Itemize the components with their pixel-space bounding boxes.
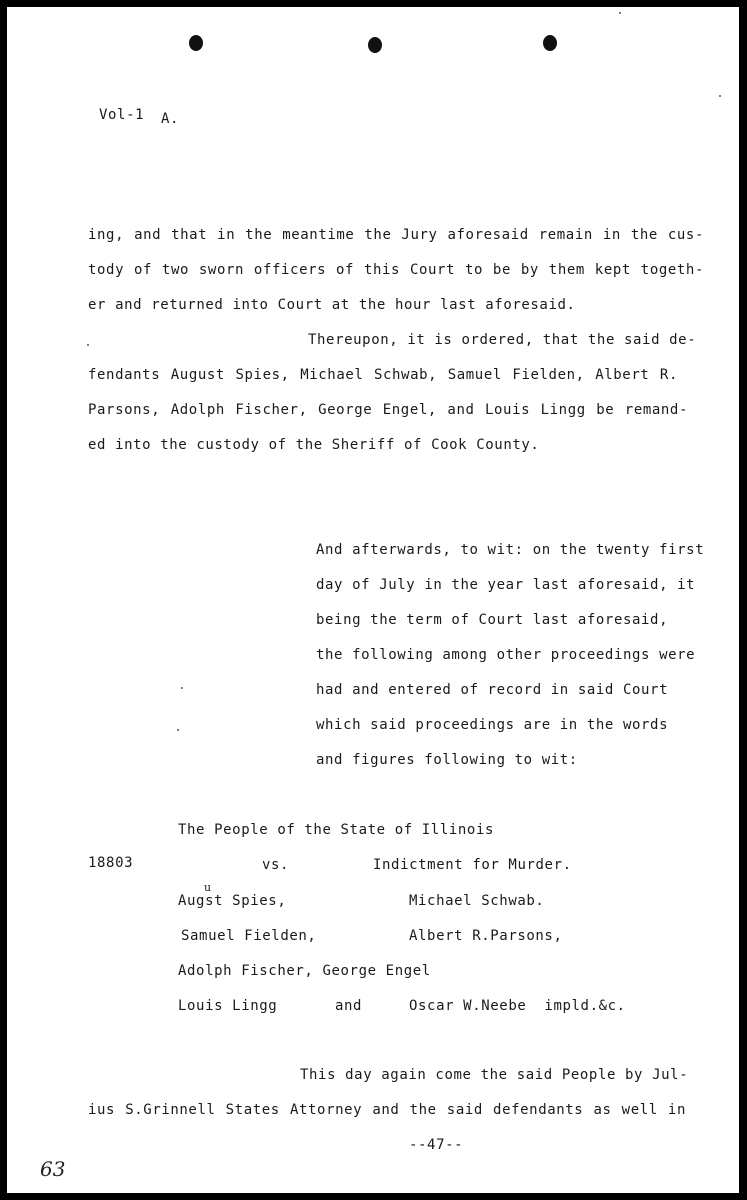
case-title: The People of the State of Illinois: [178, 822, 495, 838]
text-line: which said proceedings are in the words: [316, 717, 669, 733]
punch-hole-center: [368, 37, 382, 53]
versus-label: vs.: [262, 857, 290, 873]
volume-letter: A.: [161, 111, 180, 127]
punch-hole-right: [543, 35, 557, 51]
scan-speck: [181, 687, 183, 689]
text-line: had and entered of record in said Court: [316, 682, 669, 698]
case-number: 18803: [88, 855, 134, 871]
text-line: Thereupon, it is ordered, that the said de-: [308, 332, 697, 348]
page-number: --47--: [409, 1137, 464, 1153]
defendant-spies: Augst Spies,: [178, 893, 287, 909]
text-line: the following among other proceedings were: [316, 647, 696, 663]
text-line: ed into the custody of the Sheriff of Cook County.: [88, 437, 540, 453]
text-line: er and returned into Court at the hour last aforesaid.: [88, 297, 576, 313]
volume-reference: Vol-1: [99, 107, 145, 123]
defendant-neebe: Oscar W.Neebe impld.&c.: [409, 998, 626, 1014]
defendants-fischer-engel: Adolph Fischer, George Engel: [178, 963, 431, 979]
punch-hole-left: [189, 35, 203, 51]
text-line: ius S.Grinnell States Attorney and the said defendants as well in: [88, 1102, 686, 1118]
text-line: fendants August Spies, Michael Schwab, Samuel Fielden, Albert R.: [88, 367, 678, 383]
defendant-fielden: Samuel Fielden,: [181, 928, 317, 944]
text-line: tody of two sworn officers of this Court to be by them kept togeth-: [88, 262, 704, 278]
text-line: This day again come the said People by Jul-: [300, 1067, 689, 1083]
text-line: and figures following to wit:: [316, 752, 578, 768]
scan-speck: [619, 12, 621, 14]
defendant-parsons: Albert R.Parsons,: [409, 928, 563, 944]
charge-label: Indictment for Murder.: [373, 857, 572, 873]
handwritten-correction: u: [204, 881, 212, 894]
scan-speck: [177, 729, 179, 731]
defendant-lingg: Louis Lingg: [178, 998, 278, 1014]
and-label: and: [335, 998, 363, 1014]
text-line: day of July in the year last aforesaid, it: [316, 577, 696, 593]
scan-speck: [87, 344, 89, 346]
text-line: Parsons, Adolph Fischer, George Engel, and Louis Lingg be remand-: [88, 402, 688, 418]
text-line: And afterwards, to wit: on the twenty first: [316, 542, 705, 558]
text-line: ing, and that in the meantime the Jury aforesaid remain in the cus-: [88, 227, 704, 243]
text-line: being the term of Court last aforesaid,: [316, 612, 669, 628]
document-page: [7, 7, 739, 1193]
defendant-schwab: Michael Schwab.: [409, 893, 545, 909]
scan-speck: [719, 95, 721, 97]
handwritten-folio-number: 63: [40, 1157, 66, 1181]
